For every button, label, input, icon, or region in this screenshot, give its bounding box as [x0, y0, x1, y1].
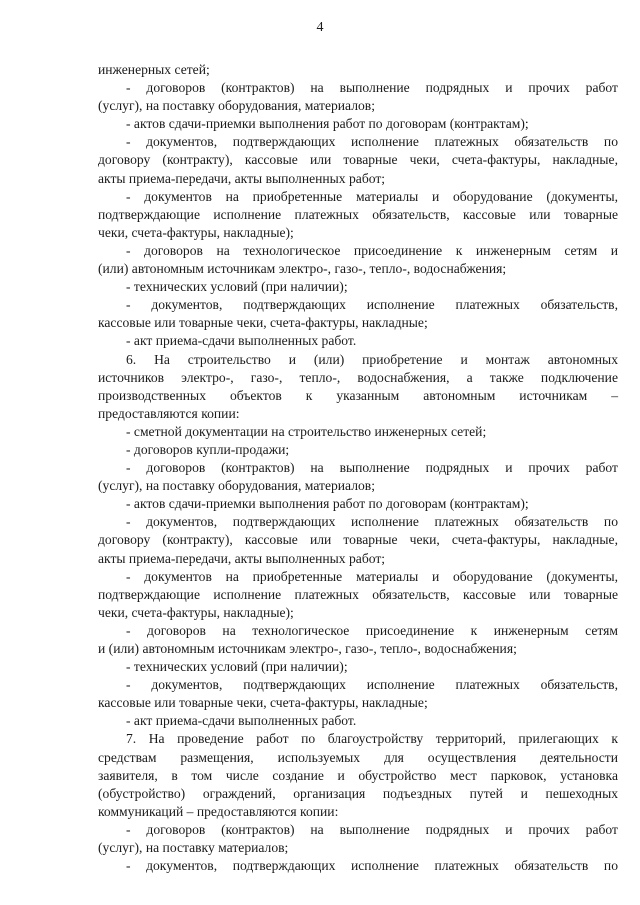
text-line: - актов сдачи-приемки выполнения работ по договорам (контрактам); — [126, 496, 529, 512]
text-line: - акт приема-сдачи выполненных работ. — [126, 333, 357, 349]
text-line: производственных объектов к указанным автономным источникам – — [98, 387, 618, 403]
text-line: (обустройство) ограждений, организация подъездных путей и пешеходных — [98, 785, 618, 801]
text-line: подтверждающие исполнение платежных обязательств, кассовые или товарные — [98, 206, 618, 222]
text-line: - технических условий (при наличии); — [126, 279, 348, 295]
text-line: - договоров купли-продажи; — [126, 441, 290, 457]
text-line: подтверждающие исполнение платежных обязательств, кассовые или товарные — [98, 586, 618, 602]
text-line: - документов, подтверждающих исполнение платежных обязательств по — [126, 514, 618, 530]
text-line: - договоров (контрактов) на выполнение подрядных и прочих работ — [126, 821, 618, 837]
text-line: чеки, счета-фактуры, накладные); — [98, 224, 294, 240]
text-line: - документов на приобретенные материалы и оборудование (документы, — [126, 568, 618, 584]
text-line: - документов, подтверждающих исполнение платежных обязательств, — [126, 297, 618, 313]
text-line: договору (контракту), кассовые или товарные чеки, счета-фактуры, накладные, — [98, 532, 618, 548]
text-line: - технических условий (при наличии); — [126, 659, 348, 675]
text-line: (услуг), на поставку материалов; — [98, 840, 289, 856]
text-line: (или) автономным источникам электро-, газо-, тепло-, водоснабжения; — [98, 261, 507, 277]
text-line: - договоров на технологическое присоединение к инженерным сетям и — [126, 242, 618, 258]
text-line: предоставляются копии: — [98, 405, 240, 421]
text-line: (услуг), на поставку оборудования, материалов; — [98, 98, 375, 114]
text-line: кассовые или товарные чеки, счета-фактуры, накладные; — [98, 695, 428, 711]
text-line: (услуг), на поставку оборудования, материалов; — [98, 478, 375, 494]
text-line: акты приема-передачи, акты выполненных работ; — [98, 550, 386, 566]
text-line: коммуникаций – предоставляются копии: — [98, 803, 339, 819]
page-number: 4 — [316, 20, 324, 35]
text-line: акты приема-передачи, акты выполненных работ; — [98, 170, 386, 186]
text-line: - акт приема-сдачи выполненных работ. — [126, 713, 357, 729]
text-line: инженерных сетей; — [98, 62, 210, 77]
text-line: - документов, подтверждающих исполнение платежных обязательств, — [126, 677, 618, 693]
text-line: средствам размещения, используемых для осуществления деятельности — [98, 749, 618, 765]
text-line: - договоров на технологическое присоединение к инженерным сетям — [126, 622, 618, 638]
text-line: и (или) автономным источникам электро-, газо-, тепло-, водоснабжения; — [98, 641, 517, 656]
text-line: - договоров (контрактов) на выполнение подрядных и прочих работ — [126, 460, 618, 476]
text-line: - сметной документации на строительство инженерных сетей; — [126, 423, 487, 439]
text-line: 7. На проведение работ по благоустройству территорий, прилегающих к — [126, 731, 618, 747]
text-line: - актов сдачи-приемки выполнения работ по договорам (контрактам); — [126, 116, 529, 132]
text-line: договору (контракту), кассовые или товарные чеки, счета-фактуры, накладные, — [98, 152, 618, 168]
text-line: - документов на приобретенные материалы и оборудование (документы, — [126, 188, 618, 204]
document-body — [98, 61, 618, 875]
text-line: чеки, счета-фактуры, накладные); — [98, 604, 294, 620]
text-line: источников электро-, газо-, тепло-, водоснабжения, а также подключение — [98, 369, 618, 385]
text-line: - документов, подтверждающих исполнение платежных обязательств по — [126, 134, 618, 150]
text-line: кассовые или товарные чеки, счета-фактуры, накладные; — [98, 315, 428, 331]
text-line: - документов, подтверждающих исполнение платежных обязательств по — [126, 858, 618, 874]
text-line: заявителя, в том числе создание и обустройство мест парковок, установка — [98, 767, 618, 783]
text-line: 6. На строительство и (или) приобретение и монтаж автономных — [126, 351, 618, 367]
text-line: - договоров (контрактов) на выполнение подрядных и прочих работ — [126, 80, 618, 96]
